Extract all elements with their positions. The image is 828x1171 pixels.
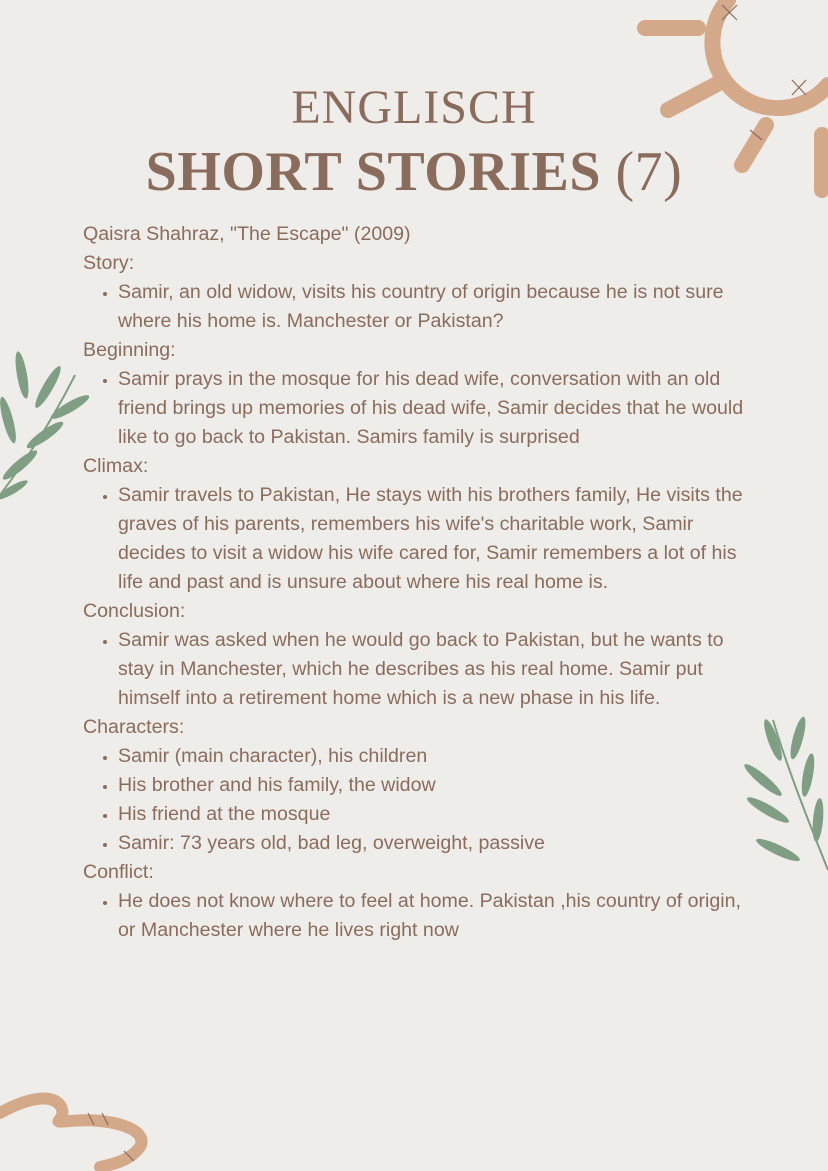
section-heading-beginning: Beginning: [83, 339, 176, 361]
page-title [0, 140, 828, 204]
list-item: • His brother and his family, the widow [118, 771, 753, 800]
story-notes [83, 220, 753, 945]
list-item: • Samir travels to Pakistan, He stays with his brothers family, He visits the graves of his parents, remembers his wife's charitable work, Samir decides to visit a widow his wife cared for, Samir remembers a lot of his life and past and is unsure about where his real home is. [118, 481, 753, 597]
list-item: • Samir, an old widow, visits his country of origin because he is not sure where his home is. Manchester or Pakistan? [118, 278, 753, 336]
beginning-list [83, 365, 753, 452]
climax-list [83, 481, 753, 597]
title-number: (7) [615, 141, 683, 203]
list-item: • Samir prays in the mosque for his dead wife, conversation with an old friend brings up memories of his dead wife, Samir decides that he would like to go back to Pakistan. Samirs family is surprised [118, 365, 753, 452]
section-heading-characters: Characters: [83, 716, 185, 738]
section-heading-conflict: Conflict: [83, 861, 154, 883]
list-item: • Samir was asked when he would go back to Pakistan, but he wants to stay in Manchester, which he describes as his real home. Samir put himself into a retirement home which is a new phase in his life. [118, 626, 753, 713]
characters-list [83, 742, 753, 858]
list-item: • Samir (main character), his children [118, 742, 753, 771]
list-item: • Samir: 73 years old, bad leg, overweight, passive [118, 829, 753, 858]
list-item: • He does not know where to feel at home. Pakistan ,his country of origin, or Manchester where he lives right now [118, 887, 753, 945]
title-main-text: SHORT STORIES [145, 141, 602, 203]
source-line: Qaisra Shahraz, "The Escape" (2009) [83, 223, 411, 245]
section-heading-conclusion: Conclusion: [83, 600, 186, 622]
story-list [83, 278, 753, 336]
conflict-list [83, 887, 753, 945]
title-subject: ENGLISCH [291, 81, 537, 134]
conclusion-list [83, 626, 753, 713]
section-heading-climax: Climax: [83, 455, 149, 477]
squiggle-decoration-icon [0, 1091, 170, 1171]
list-item: • His friend at the mosque [118, 800, 753, 829]
section-heading-story: Story: [83, 252, 135, 274]
